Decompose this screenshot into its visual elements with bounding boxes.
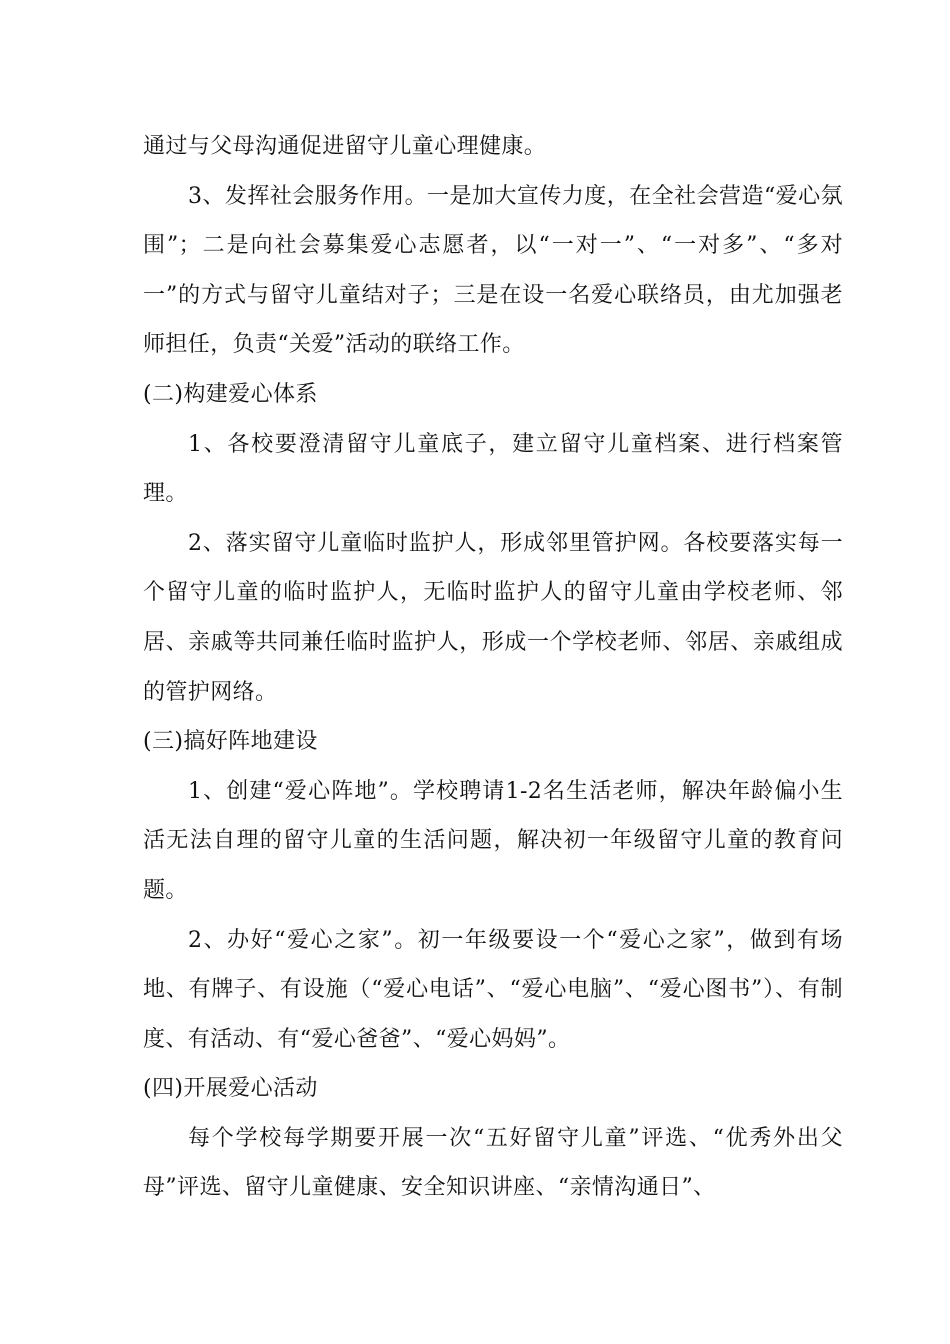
paragraph-1: 通过与父母沟通促进留守儿童心理健康。	[143, 134, 547, 159]
paragraph-7: 每个学校每学期要开展一次“五好留守儿童”评选、“优秀外出父母”评选、留守儿童健康、安全知识讲座、“亲情沟通日”、	[143, 1125, 843, 1201]
paragraph-3: 1、各校要澄清留守儿童底子，建立留守儿童档案、进行档案管理。	[143, 431, 843, 507]
section-heading-3: (三)搞好阵地建设	[143, 729, 318, 755]
paragraph-5: 1、创建“爱心阵地”。学校聘请1-2名生活老师，解决年龄偏小生活无法自理的留守儿童的生活问题，解决初一年级留守儿童的教育问题。	[143, 778, 843, 903]
section-heading-2: (二)构建爱心体系	[143, 381, 318, 407]
document-body	[143, 122, 843, 1213]
paragraph-2: 3、发挥社会服务作用。一是加大宣传力度，在全社会营造“爱心氛围”；二是向社会募集爱心志愿者，以“一对一”、“一对多”、“多对一”的方式与留守儿童结对子；三是在设一名爱心联络员，由尤加强老师担任，负责“关爱”活动的联络工作。	[143, 183, 843, 358]
paragraph-4: 2、落实留守儿童临时监护人，形成邻里管护网。各校要落实每一个留守儿童的临时监护人，无临时监护人的留守儿童由学校老师、邻居、亲戚等共同兼任临时监护人，形成一个学校老师、邻居、亲戚组成的管护网络。	[143, 530, 843, 705]
paragraph-6: 2、办好“爱心之家”。初一年级要设一个“爱心之家”，做到有场地、有牌子、有设施（“爱心电话”、“爱心电脑”、“爱心图书”）、有制度、有活动、有“爱心爸爸”、“爱心妈妈”。	[143, 927, 843, 1052]
section-heading-4: (四)开展爱心活动	[143, 1076, 318, 1102]
